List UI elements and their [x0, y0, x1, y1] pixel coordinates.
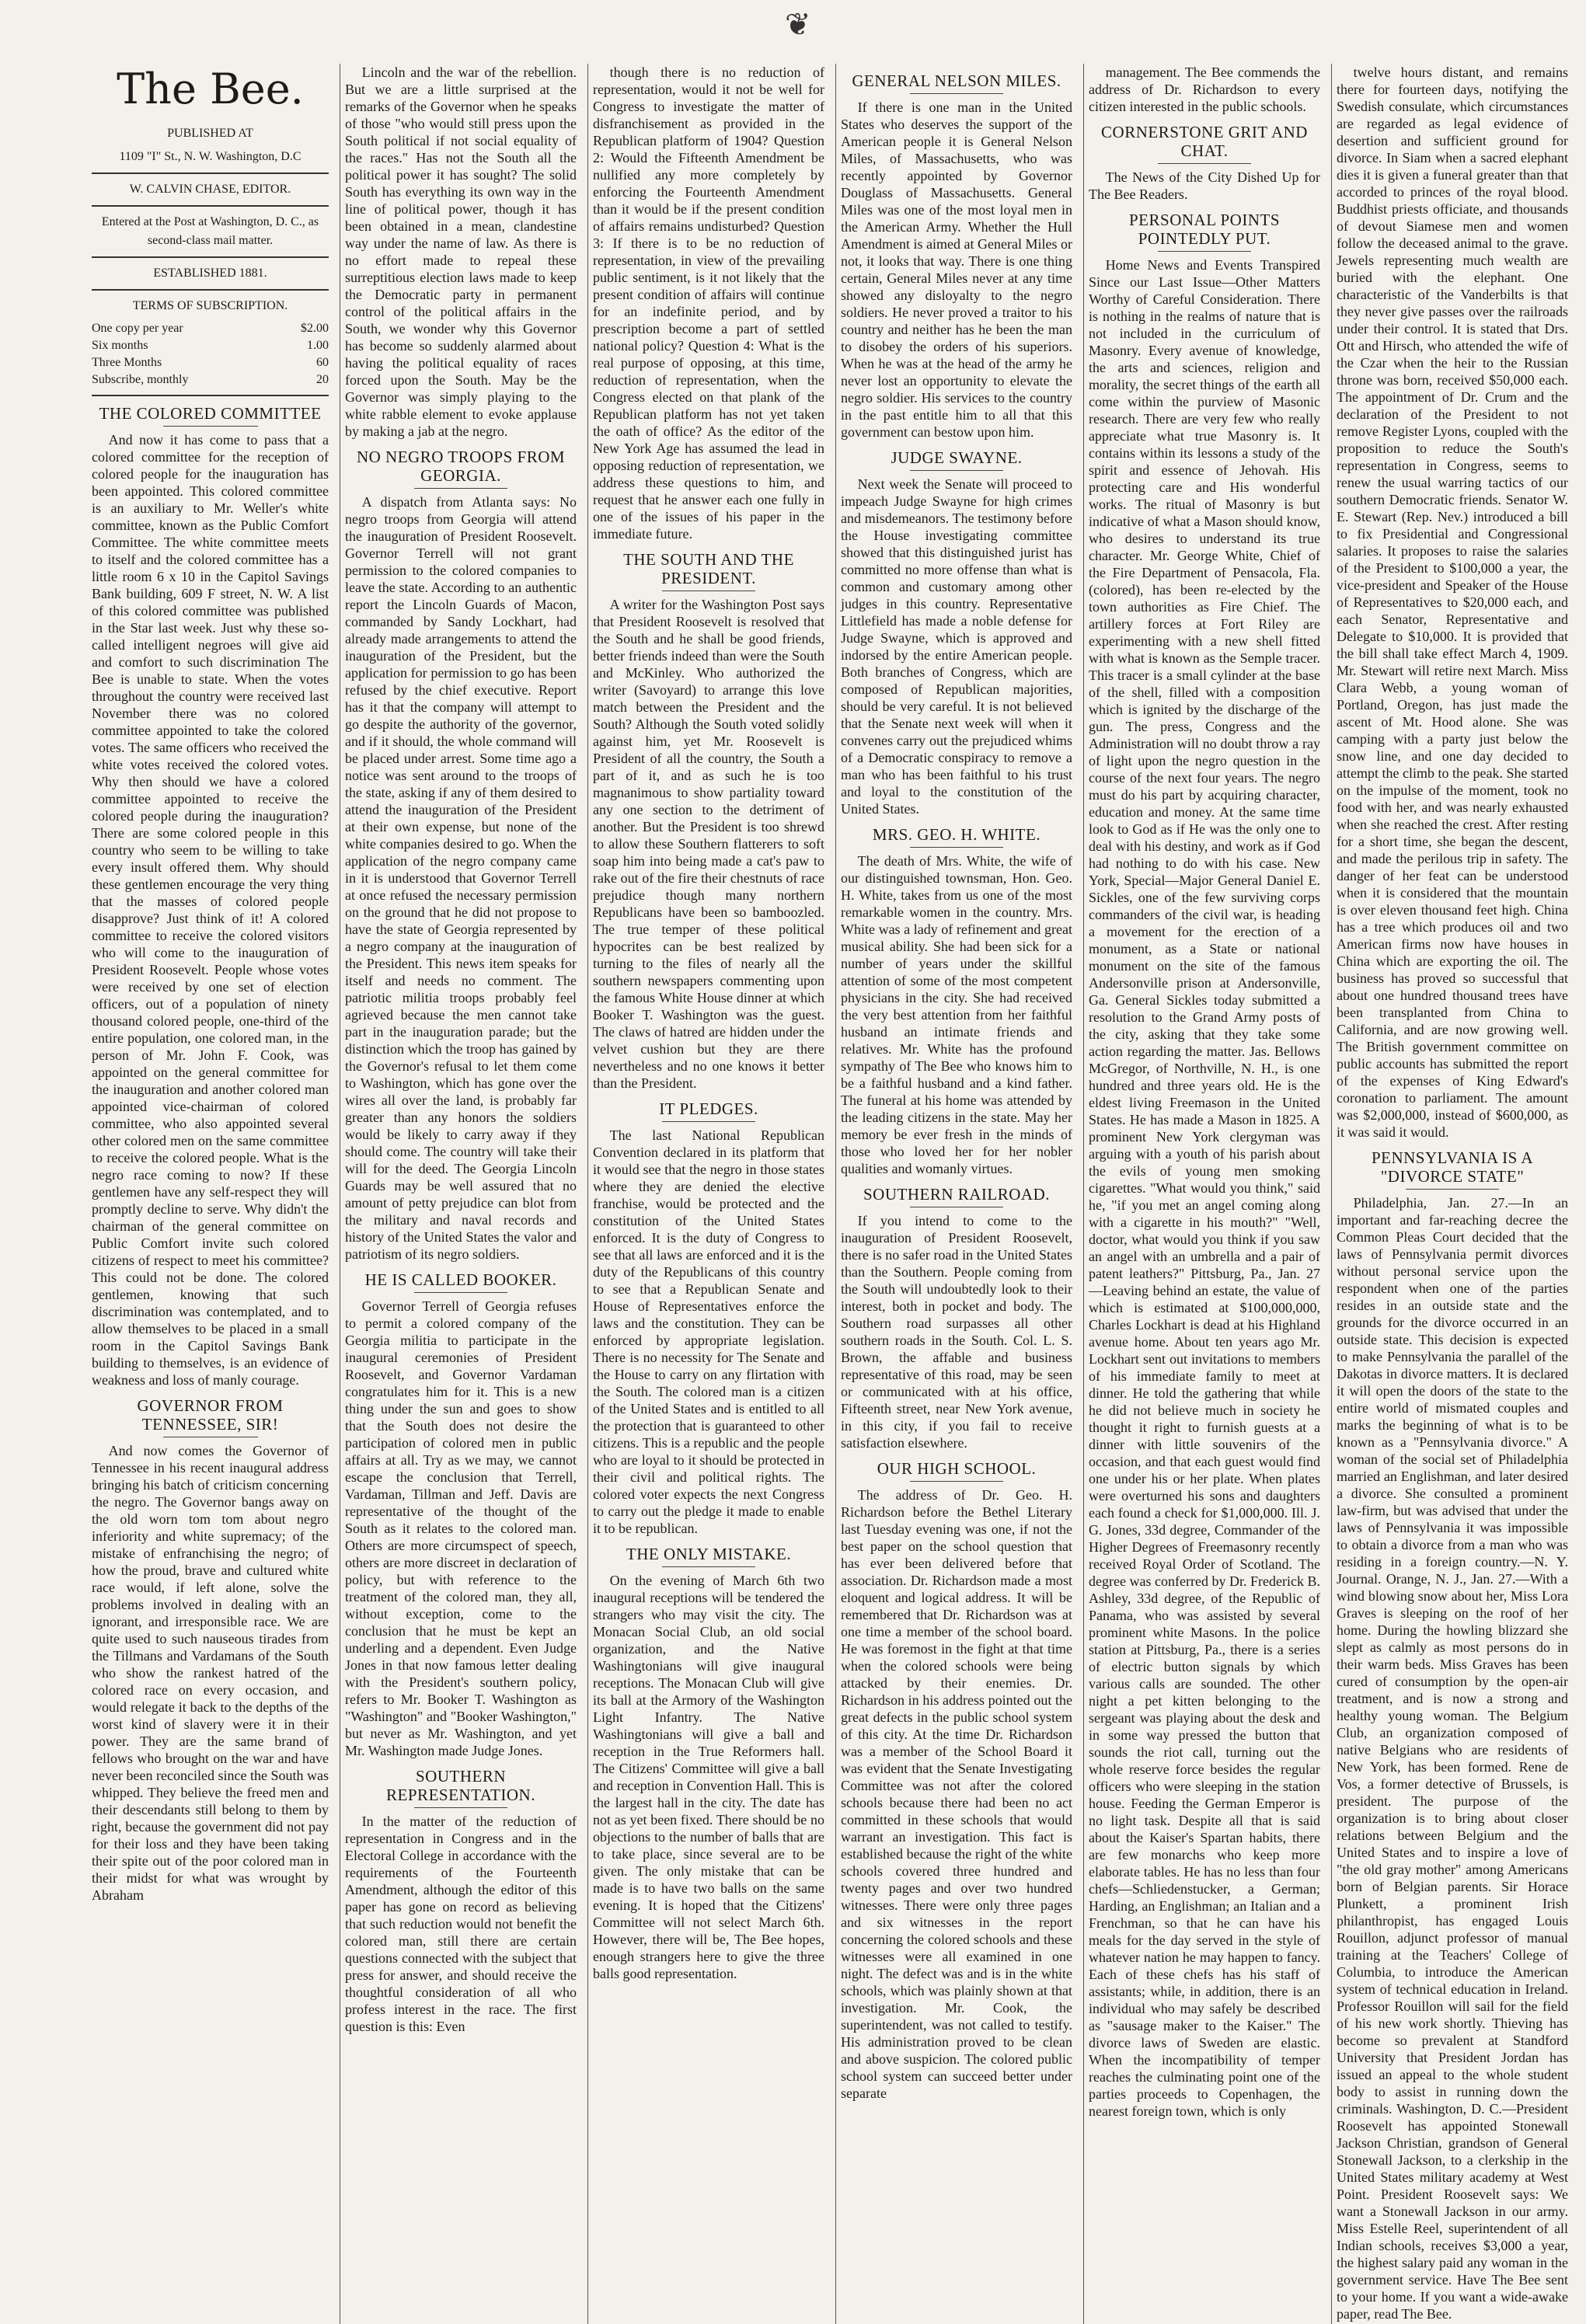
article-body: The address of Dr. Geo. H. Richardson before the Bethel Literary last Tuesday evening was one, if not the best paper on the school question that has ever been delivered before that association. Dr. Richardson made a most eloquent and logical address. It will be remembered that Dr. Richardson was at one time a member of the school board. He was foremost in the fight at that time when the colored schools were being attacked by their enemies. Dr. Richardson in his address pointed out the great defects in the public school system of this city. At the time Dr. Richardson was a member of the School Board it was evident that the Senate Investigating Committee was not after the colored schools because there had been no act committed in these schools that would warrant an investigation. This fact is established because the right of the white schools covered three hundred and twenty pages and over two hundred witnesses. There were only three pages and six witnesses in the report concerning the colored schools and these witnesses were all examined in one night. The defect was and is in the white schools, which was plainly shown at that investigation. Mr. Cook, the superintendent, was not called to testify. His administration proved to be clean and above suspicion. The colored public school system can succeed better under separate: [841, 1487, 1072, 2101]
article-body: Lincoln and the war of the rebellion. But we are a little surprised at the remarks of the Governor when he speaks of those "who would still press upon the South political if not social equality of the races." Has not the South all the political power it has sought? The solid South has everything its own way in the line of political power, though it has been obtained in a mean, clandestine way under the name of law. As there is no effort made to repeal these surreptitious election laws made to keep the Democratic party in permanent control of the political affairs in the South, we wonder why this Governor has become so suddenly alarmed about having the political equality of races forced upon the South. May be the Governor was simply playing to the white rabble element to evoke applause by making a jab at the negro.: [345, 64, 577, 439]
terms-row: Three Months 60: [92, 356, 329, 369]
paper-title: The Bee.: [117, 64, 304, 113]
article-headline: GOVERNOR FROM TENNESSEE, SIR!: [137, 1396, 284, 1434]
column-4: [835, 64, 1072, 2324]
column-2: [340, 64, 577, 2324]
article-body: And now comes the Governor of Tennessee in his recent inaugural address bringing his batch of criticism concerning the negro. The Governor bangs away on the old worn tom tom about negro inferiority and white supremacy; of the mistake of enfranchising the negro; of how the proud, brave and cultured white race would, if left alone, solve the problems involved in dealing with an ignorant, and irresponsible race. We are quite used to such nauseous tirades from the Tillmans and Vardamans of the South who show the rankest hatred of the colored race on every occasion, and would relegate it back to the depths of the worst kind of slavery were it in their power. They are the same brand of fellows who brought on the war and have never been reconciled since the South was whipped. They believe the freed men and their descendants still belong to them by right, because the government did not pay for their loss and they have been taking their spite out of the poor colored man in their midst for what was wrought by Abraham: [92, 1443, 329, 1903]
article-headline: THE COLORED COMMITTEE: [99, 404, 322, 423]
article-body: Home News and Events Transpired Since our Last Issue—Other Matters Worthy of Careful Consideration. There is nothing in the realms of nature that is not included in the curriculum of Masonry. Every avenue of knowledge, the arts and sciences, religion and morality, the secret things of the earth all come within the purview of Masonic research. There are very few who really appreciate what true Masonry is. It contains within its lessons a study of the spirit and essence of Jehovah. His protecting care and His wonderful works. The ritual of Masonry is but indicative of what a Mason should know, who desires to understand its true character. Mr. George White, Chief of the Fire Department of Pensacola, Fla. (colored), has been re-elected by the town authorities as Fire Chief. The artillery forces at Fort Riley are experimenting with a new shell fitted with what is known as the Semple tracer. This tracer is a small cylinder at the base of the shell, filled with a composition which is ignited by the discharge of the gun. The press, Congress and the Administration will no doubt throw a ray of light upon the negro question in the course of the next four years. The negro must do his part by acquiring character, education and money. At the same time look to God as if He was the only one to deal with his destiny, and work as if God had nothing to do with his case. New York, Special—Major General Daniel E. Sickles, one of the few surviving corps commanders of the civil war, is heading a movement for the erection of a monument, as a State or national monument on the site of the famous Andersonville prison at Andersonville, Ga. General Sickles today submitted a resolution to the Grand Army posts of the city, asking that they take some action regarding the matter. Jas. Bellows McGregor, of Northville, N. H., is one hundred and three years old. He is the eldest living Freemason in the United States. He has made a Mason in 1825. A prominent New York clergyman was arguing with a youth of his parish about the evils of young men smoking cigarettes. "What would you think," said he, "if you met an angel coming along with a cigarette in his mouth?" "Well, doctor, what would you think if you saw an angel with an umbrella and a pair of patent leathers?" Pittsburg, Pa., Jan. 27—Leaving behind an estate, the value of which is estimated at $100,000,000, Charles Lockhart is dead at his Highland avenue home. About ten years ago Mr. Lockhart sent out invitations to members of his immediate family to meet at dinner. He told the gathering that while he did not believe much in society he thought it right to furnish guests at a dinner with little souvenirs of the occasion, and that each guest would find one under his or her plate. When plates were overturned his sons and daughters each found a check for $1,000,000. Ill. J. G. Jones, 33d degree, Commander of the Higher Degrees of Freemasonry recently received Royal Order of Scotland. The degree was conferred by Dr. Frederick B. Ashley, 33d degree, of the Republic of Panama, who was assisted by several prominent white Masons. In the police station at Pittsburg, Pa., there is a series of electric button signals by which various calls are sounded. The other night a pet kitten belonging to the sergeant was playing about the desk and in some way pressed the button that sounds the riot call, turning out the whole reserve force besides the regular officers who were sleeping in the station house. Feeding the German Emperor is no light task. Despite all that is said about the Kaiser's Spartan habits, there are few monarchs who keep more elaborate tables. He has no less than four chefs—Schliedenstucker, a German; Harding, an Englishman; an Italian and a Frenchman, so that he can have his meals for the day served in the style of whatever nation he may happen to fancy. Each of these chefs has his staff of assistants; while, in addition, there is an individual who may safely be described as "sausage maker to the Kaiser." The divorce laws of Sweden are elastic. When the incompatibility of temper reaches the culminating point one of the parties proceeds to Copenhagen, the nearest foreign town, which is only: [1089, 257, 1320, 2119]
article-headline: CORNERSTONE GRIT AND CHAT.: [1101, 123, 1308, 160]
article-headline: SOUTHERN RAILROAD.: [863, 1185, 1050, 1204]
article-headline: SOUTHERN REPRESENTATION.: [386, 1767, 535, 1804]
terms-title: TERMS OF SUBSCRIPTION.: [132, 299, 288, 312]
columns-container: [92, 64, 1572, 2322]
article-body: though there is no reduction of representation, would it not be well for Congress to investigate the matter of disfranchisement as provided in the Republican platform of 1904? Question 2: Would the Fifteenth Amendment be nullified any more completely by enforcing the Fourteenth Amendment than it would be if the present condition of affairs remains undisturbed? Question 3: If there is to be no reduction of representation, in view of the prevailing public sentiment, is it not likely that the present condition of affairs will continue for an indefinite period, and by prescription become a part of settled national policy? Question 4: What is the real purpose of opposing, at this time, reduction of representation, when the Congress elected on that plank of the Republican platform has not yet taken the oath of office? As the editor of the New York Age has assumed the lead in opposing reduction of representation, we address these questions to him, and request that he answer each one fully in one of the issues of his paper in the immediate future.: [593, 64, 824, 542]
terms-row: One copy per year $2.00: [92, 322, 329, 335]
article-body: A writer for the Washington Post says that President Roosevelt is resolved that the South and he shall be good friends, better friends indeed than were the South and McKinley. Who authorized the writer (Savoyard) to arrange this love match between the President and the South? Although the South voted solidly against him, yet Mr. Roosevelt is President of all the country, the South a part of it, and as such he is too magnanimous to show partiality toward any one section to the detriment of another. But the President is too shrewd to allow these Southern flatterers to soft soap him into being made a cat's paw to rake out of the fire their chestnuts of race prejudice though many northern Republicans have been so bamboozled. The true temper of these political hypocrites can be best realized by turning to the files of nearly all the southern newspapers commenting upon the famous White House dinner at which Booker T. Washington was the guest. The claws of hatred are hidden under the velvet cushion but they are there nevertheless and no one knows it better than the President.: [593, 597, 824, 1091]
article-headline: THE ONLY MISTAKE.: [626, 1545, 792, 1563]
article-headline: MRS. GEO. H. WHITE.: [872, 825, 1041, 844]
article-body: management. The Bee commends the address of Dr. Richardson to every citizen interested in the public schools.: [1089, 64, 1320, 114]
article-body: Governor Terrell of Georgia refuses to permit a colored company of the Georgia militia to participate in the inaugural ceremonies of President Roosevelt, and Governor Vardaman congratulates him for it. This is a new thing under the sun and goes to show that the South does not desire the participation of colored men in public affairs at all. Try as we may, we cannot escape the conclusion that Terrell, Vardaman, Tillman and Jeff. Davis are representative of the thought of the South as it relates to the colored man. Others are more circumspect of speech, others are more discreet in declaration of policy, but with reference to the treatment of the colored man, they all, without exception, come to the conclusion that he must be kept an underling and a dependent. Even Judge Jones in that now famous letter dealing with the President's southern policy, refers to Mr. Booker T. Washington as "Washington" and "Booker Washington," but never as Mr. Washington, and yet Mr. Washington made Judge Jones.: [345, 1298, 577, 1758]
postal-entry-note: Entered at the Post at Washington, D. C., as second-class mail matter.: [101, 215, 319, 247]
article-body: On the evening of March 6th two inaugural receptions will be tendered the strangers who may visit the city. The Monacan Social Club, an old social organization, and the Native Washingtonians will give inaugural receptions. The Monacan Club will give its ball at the Armory of the Washington Light Infantry. The Native Washingtonians will give a ball and reception in the True Reformers hall. The Citizens' Committee will give a ball and reception in Convention Hall. This is the largest hall in the city. The date has not as yet been fixed. There should be no objections to the number of balls that are to take place, since several are to be given. The only mistake that can be made is to have two balls on the same evening. It is hoped that the Citizens' Committee will not select March 6th. However, there will be, The Bee hopes, enough strangers here to give the three balls good representation.: [593, 1573, 824, 1981]
article-headline: HE IS CALLED BOOKER.: [364, 1270, 557, 1289]
office-address: 1109 "I" St., N. W. Washington, D.C: [119, 150, 302, 163]
terms-row: Six months 1.00: [92, 339, 329, 352]
article-body: A dispatch from Atlanta says: No negro troops from Georgia will attend the inauguration of President Roosevelt. Governor Terrell will not grant permission to the colored companies to leave the state. According to an authentic report the Lincoln Guards of Macon, commanded by Sandy Lockhart, had already made arrangements to attend the inauguration of the President, but the application for permission to go has been refused by the chief executive. Report has it that the company will attempt to go despite the authority of the governor, and if it should, the whole command will be placed under arrest. Some time ago a notice was sent around to the troops of the state, asking if any of them desired to attend the inauguration of the President at their own expense, but none of the white companies desired to go. When the application of the negro company came in it is understood that Governor Terrell at once refused the necessary permission on the ground that he did not propose to have the state of Georgia represented by a negro company at the inauguration of the President. This news item speaks for itself and needs no comment. The patriotic militia troops probably feel agrieved because the men cannot take part in the inauguration parade; but the distinction which the troop has gained by the Governor's refusal to let them come to Washington, which has gone over the wires all over the land, is probably far greater than any honors the soldiers would be likely to carry away if they should come. The country will take their will for the deed. The Georgia Lincoln Guards may be well assured that no amount of petty prejudice can blot from the military and naval records and history of the United States the valor and patriotism of its negro soldiers.: [345, 494, 577, 1262]
editor-line: W. CALVIN CHASE, EDITOR.: [129, 183, 291, 196]
article-headline: JUDGE SWAYNE.: [891, 448, 1023, 467]
article-headline: PENNSYLVANIA IS A "DIVORCE STATE": [1371, 1148, 1534, 1186]
article-body: If there is one man in the United States who deserves the support of the American people it is General Nelson Miles, of Massachusetts, who was recently appointed by Governor Douglass of Massachusetts. General Miles was one of the most loyal men in the American Army. Whether the Hull Amendment is aimed at General Miles or not, it looks that way. There is one thing certain, General Miles never at any time showed any disloyalty to the negro soldiers. He never proved a traitor to his country and neither has he been the man to disobey the orders of his superiors. When he was at the head of the army he never lost an opportunity to elevate the negro soldier. His services to the country in the past entitle him to all that this government can bestow upon him.: [841, 99, 1072, 440]
column-1: [92, 64, 329, 2324]
column-6: [1331, 64, 1568, 2324]
article-headline: THE SOUTH AND THE PRESIDENT.: [623, 550, 794, 587]
article-body: The last National Republican Convention declared in its platform that it would see that the negro in those states where they are denied the elective franchise, would be protected and the constitution of the United States enforced. It is the duty of Congress to see that all laws are enforced and it is the duty of the Republicans of this country to see that a Republican Senate and House of Representatives enforce the laws and the constitution. They can be enforced by appropriate legislation. There is no necessity for The Senate and the House to carry on any flirtation with the South. The colored man is a citizen of the United States and is entitled to all the protection that is guaranteed to other citizens. This is a republic and the people who are loyal to it should be protected in their civil and political rights. The colored voter expects the next Congress to carry out the pledge it made to enable it to be republican.: [593, 1127, 824, 1536]
terms-row: Subscribe, monthly 20: [92, 373, 329, 386]
article-headline: OUR HIGH SCHOOL.: [877, 1459, 1037, 1478]
column-3: [587, 64, 824, 2324]
published-at-label: PUBLISHED AT: [167, 127, 253, 140]
article-body: The News of the City Dished Up for The Bee Readers.: [1089, 169, 1320, 202]
article-body: Next week the Senate will proceed to impeach Judge Swayne for high crimes and misdemeanors. The testimony before the House investigating committee showed that this distinguished jurist has committed no more offense than what is common and customary among other judges in this country. Representative Littlefield has made a noble defense for Judge Swayne, which is approved and indorsed by the entire American people. Both branches of Congress, which are composed of Republican majorities, should be very careful. It is not believed that the Senate next week will when it convenes carry out the prejudiced whims of a Democratic conspiracy to remove a man who has been faithful to his trust and loyal to the constitution of the United States.: [841, 476, 1072, 817]
masthead: [92, 64, 329, 396]
article-body: twelve hours distant, and remains there for fourteen days, notifying the Swedish consulate, which circumstances are regarded as legal evidence of desertion and sufficient ground for divorce. In Siam when a sacred elephant dies it is given a funeral greater than that accorded to princes of the royal blood. Buddhist priests officiate, and thousands of devout Siamese men and women follow the deceased animal to the grave. Jewels representing much wealth are buried with the elephant. One characteristic of the Vanderbilts is that they never give passes over the railroads under their control. It is stated that Drs. Ott and Hirsch, who attended the wife of the Czar when the heir to the Russian throne was born, received $50,000 each. The appointment of Dr. Crum and the declaration of the President to not remove Register Lyons, coupled with the proposition to reduce the South's representation in Congress, seems to renew the usual warring tactics of our southern Democratic friends. Senator W. E. Stewart (Rep. Nev.) introduced a bill to fix Presidential and Congressional salaries. It proposes to raise the salaries of the President to $100,000 a year, the vice-president and Speaker of the House of Representatives to $20,000 each, and each Senator, Representative and Delegate to $10,000. It is provided that the bill shall take effect March 4, 1909. Mr. Stewart will retire next March. Miss Clara Webb, a young woman of Portland, Oregon, has just made the ascent of Mt. Hood alone. She was camping with a party just below the snow line, and one day decided to attempt the climb to the peak. She started on the impulse of the moment, took no food with her, and was nearly exhausted when she reached the crest. After resting for a short time, she began the descent, and made the perilous trip in safety. The danger of her feat can be understood when it is considered that the mountain is over eleven thousand feet high. China has a tree which produces oil and two American firms now have houses in China which are exporting the oil. The business has proved so successful that about one hundred thousand trees have been transplanted from China to California, and are now growing well. The British government committee on public accounts has submitted the report of the expenses of King Edward's coronation to parliament. The amount was $2,000,000, instead of $600,000, as it was said it would.: [1337, 64, 1568, 1140]
article-body: And now it has come to pass that a colored committee for the reception of colored people for the inauguration has been appointed. This colored committee is an auxiliary to Mr. Weller's white committee, known as the Public Comfort Committee. The white committee meets to itself and the colored committee has a little room 6 x 10 in the Capitol Savings Bank building, 609 F street, N. W. A list of this colored committee was published in the Star last week. Just why these so-called intelligent negroes will give aid and comfort to such discrimination The Bee is unable to state. When the votes throughout the country were received last November there was no colored committee appointed to take the colored votes. The same officers who received the white votes received the colored votes. Why then should we have a colored committee appointed to receive the colored people during the inauguration? There are some colored people in this country who seem to be willing to take every insult offered them. Why should these gentlemen encourage the very thing that the masses of colored people disapprove? Just think of it! A colored committee to receive the colored visitors who will come to the inauguration of President Roosevelt. People whose votes were received by one set of election officers, out of a population of ninety thousand colored people, one-third of the entire population, one colored man, in the person of Mr. John F. Cook, was appointed on the general committee for the inauguration and another colored man appointed vice-chairman of colored committee, who also appointed several other colored men on the same committee to receive the colored people. What is the negro race coming to now? If these gentlemen have any self-respect they will promptly decline to serve. Why didn't the chairman of the general committee on Public Comfort invite such colored citizens of respect to meet his committee? This could not be done. The colored gentlemen, knowing that such discrimination was contemplated, and to allow themselves to be placed in a small room in the Capitol Savings Bank building to themselves, is an evidence of weakness and loss of manly courage.: [92, 432, 329, 1388]
article-body: Philadelphia, Jan. 27.—In an important and far-reaching decree the Common Pleas Court decided that the laws of Pennsylvania permit divorces without personal service upon the respondent when one of the parties resides in an outside state and the grounds for the divorce occurred in an outside state. This decision is expected to make Pennsylvania the parallel of the Dakotas in divorce matters. It is declared it will open the doors of the state to the entire world of mismated couples and marks the beginning of what is to be known as a "Pennsylvania divorce." A woman of the social set of Philadelphia married an Englishman, and later desired a divorce. She consulted a prominent law-firm, but was advised that under the laws of Pennsylvania it was impossible to obtain a divorce from a man who was residing in a foreign country.—N. Y. Journal. Orange, N. J., Jan. 27.—With a wind blowing snow about her, Miss Lora Graves is sleeping on the roof of her home. During the howling blizzard she slept as calmly as most persons do in their warm beds. Miss Graves has been cured of consumption by the open-air treatment, and is now a strong and healthy young woman. The Belgium Club, an organization composed of native Belgians who are residents of New York, has been formed. Rene de Vos, a former detective of Brussels, is president. The purpose of the organization is to bring about closer relations between Belgium and the United States and to inspire a love of "the old gray mother" among Americans born of Belgian parents. Sir Horace Plunkett, a prominent Irish philanthropist, has engaged Louis Rouillon, adjunct professor of manual training at the Teachers' College of Columbia, to introduce the American system of technical education in Ireland. Professor Rouillon will sail for the field of his new work shortly. Thieving has become so prevalent at Standford University that President Jordan has issued an appeal to the whole student body to assist in running down the criminals. Washington, D. C.—President Roosevelt has appointed Stonewall Jackson Christian, grandson of General Stonewall Jackson, to a clerkship in the United States military academy at West Point. President Roosevelt says: We want a Stonewall Jackson in our army. Miss Estelle Reel, superintendent of all Indian schools, receives $3,000 a year, the highest salary paid any woman in the government service. Have The Bee sent to your home. If you want a wide-awake paper, read The Bee.: [1337, 1195, 1568, 2322]
article-body: The death of Mrs. White, the wife of our distinguished townsman, Hon. Geo. H. White, takes from us one of the most remarkable women in the country. Mrs. White was a lady of refinement and great musical ability. She had been sick for a number of years under the skillful attention of some of the most competent physicians in the city. She had received the very best attention from her faithful husband an intimate friends and relatives. Mr. White has the profound sympathy of The Bee who knows him to be a faithful husband and a kind father. The funeral at his home was attended by the leading citizens in the state. May her memory be ever fresh in the minds of those who loved her for her nobler qualities and womanly virtues.: [841, 853, 1072, 1176]
article-headline: PERSONAL POINTS POINTEDLY PUT.: [1129, 211, 1280, 248]
decorative-ornament-icon: ❦: [785, 7, 811, 42]
article-headline: NO NEGRO TROOPS FROM GEORGIA.: [356, 448, 566, 485]
article-headline: GENERAL NELSON MILES.: [852, 71, 1061, 90]
column-5: [1083, 64, 1320, 2324]
article-headline: IT PLEDGES.: [659, 1099, 758, 1118]
article-body: In the matter of the reduction of representation in Congress and in the Electoral College in accordance with the requirements of the Fourteenth Amendment, although the editor of this paper has gone on record as believing that such reduction would not benefit the colored man, still there are certain questions connected with the subject that press for answer, and should receive the thoughtful consideration of all who profess interest in the race. The first question is this: Even: [345, 1814, 577, 2034]
established-line: ESTABLISHED 1881.: [153, 267, 267, 280]
terms-list: [92, 320, 329, 388]
article-body: If you intend to come to the inauguration of President Roosevelt, there is no safer road in the United States than the Southern. People coming from the South will undoubtedly look to their interest, both in pocket and body. The Southern road surpasses all other southern roads in the South. Col. L. S. Brown, the affable and business representative of this road, may be seen or communicated with at his office, Fifteenth street, near New York avenue, in this city, if you fail to receive satisfaction elsewhere.: [841, 1213, 1072, 1451]
